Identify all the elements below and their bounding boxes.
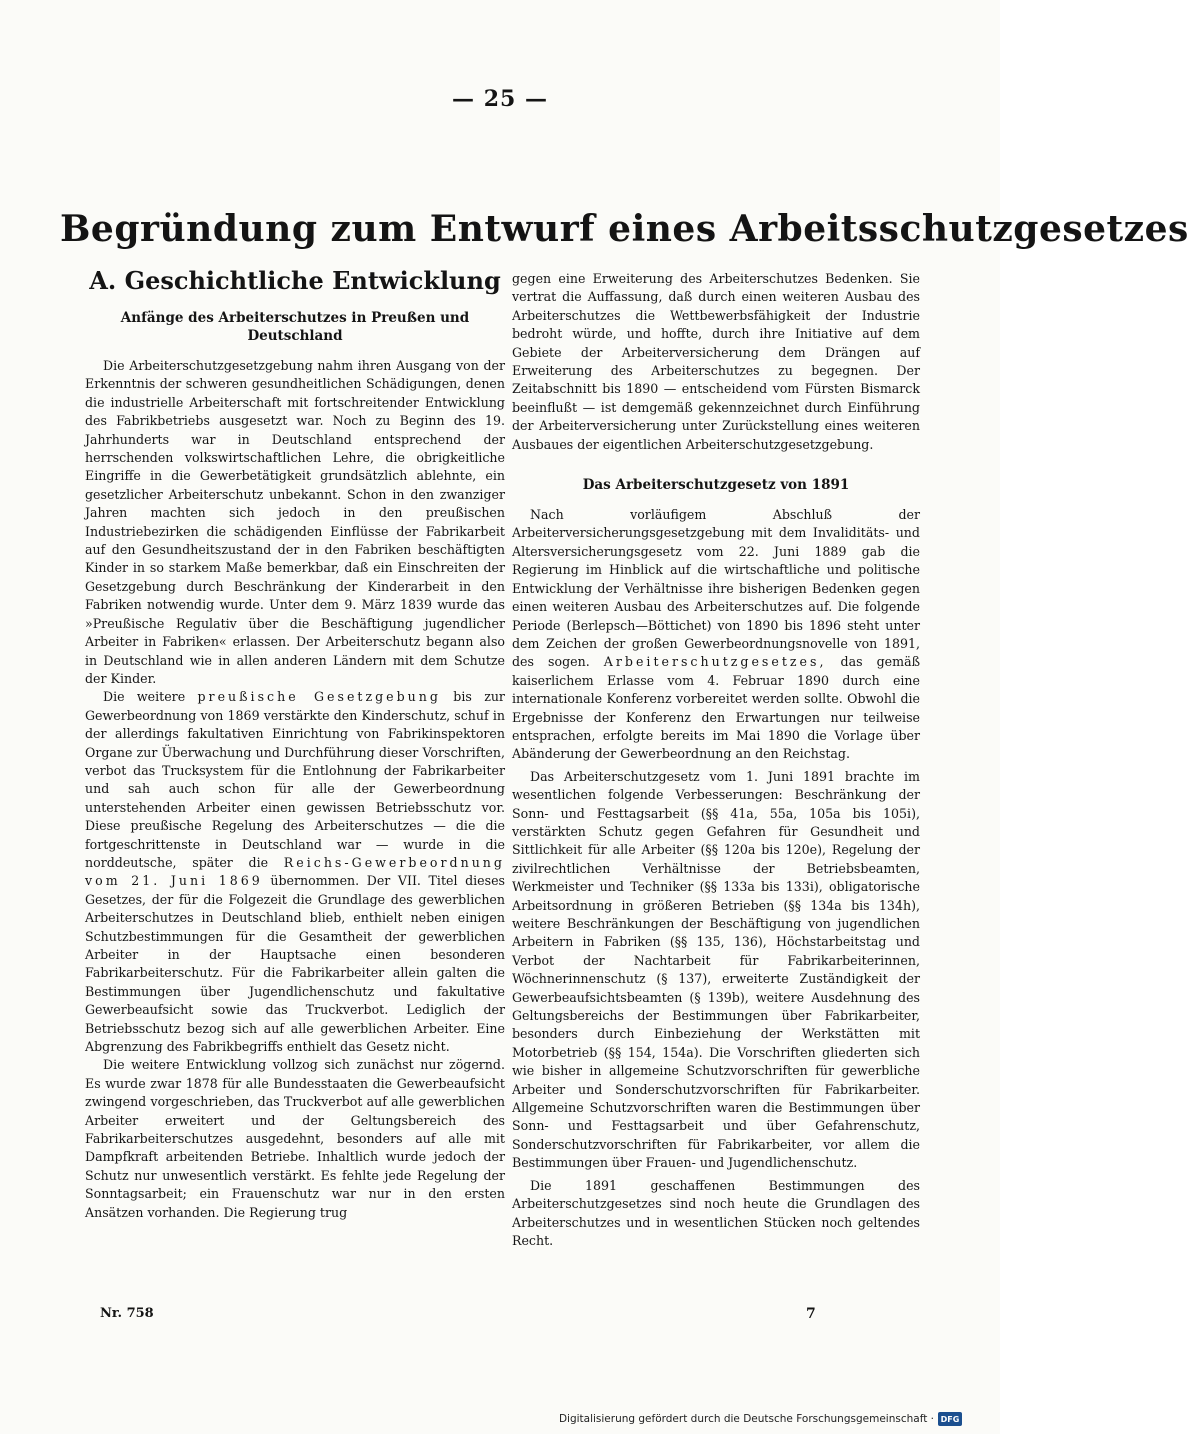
emphasized-text: Reichs-Gewerbeordnung vom 21. Juni 1869	[85, 854, 505, 889]
paragraph-lead: Die weitere	[103, 689, 186, 705]
paragraph: Die weitere Entwicklung vollzog sich zunächst nur zögernd. Es wurde zwar 1878 für alle Bundesstaaten die Gewerbeaufsicht zwingend vorgeschrieben, das Truckverbot auf alle gewerblichen Arbeiter erweitert und der Geltungsbereich des Fabrikarbeiterschutzes ausgedehnt, besonders auf alle mit Dampfkraft arbeitenden Betriebe. Inhaltlich wurde jedoch der Schutz nur unwesentlich verstärkt. Es fehlte jede Regelung der Sonntagsarbeit; ein Frauenschutz war nur in den ersten Ansätzen vorhanden. Die Regierung trug	[85, 1057, 505, 1220]
spacer	[512, 454, 920, 476]
subsection-heading: Das Arbeiterschutzgesetz von 1891	[582, 477, 850, 494]
signature-mark: 7	[806, 1306, 816, 1322]
emphasized-text: preußische Gesetzgebung	[197, 689, 441, 705]
digitization-note-text: Digitalisierung gefördert durch die Deutsche Forschungsgemeinschaft ·	[558, 1413, 934, 1425]
paragraph	[512, 506, 920, 764]
print-number: Nr. 758	[100, 1306, 154, 1321]
right-column	[512, 270, 920, 1250]
paragraph-text: das gemäß kaiserlichem Erlasse vom 4. Februar 1890 durch eine internationale Konferenz vorbereitet werden sollte. Obwohl die Ergebnisse der Konferenz den Erwartungen nur teilweise entsprachen, erfolgte bereits im Mai 1890 die Vorlage über Abänderung der Gewerbeordnung an den Reichstag.	[512, 654, 920, 762]
digitization-note	[559, 1412, 962, 1426]
paragraph-text: zur Gewerbeordnung von 1869 verstärkte den Kinderschutz, schuf in der allerdings fakultativen Einrichtung von Fabrikinspektoren Organe zur Überwachung und Durchführung dieser Vorschriften, verbot das Trucksystem für die Entlohnung der Fabrikarbeiter und sah auch schon für alle der Gewerbeordnung unterstehenden Arbeiter einen gewissen Betriebsschutz vor. Diese preußische Regelung des Arbeiterschutzes — die die fortgeschrittenste in Deutschland war — wurde in die norddeutsche, später die	[85, 689, 505, 870]
paragraph-text: übernommen. Der VII. Titel dieses Gesetzes, der für die Folgezeit die Grundlage des gewerblichen Arbeiterschutzes in Deutschland blieb, enthielt neben einigen Schutzbestimmungen für die Gesamtheit der gewerblichen Arbeiter in der Hauptsache einen besonderen Fabrikarbeiterschutz. Für die Fabrikarbeiter allein galten die Bestimmungen über Jugendlichenschutz und fakultative Gewerbeaufsicht sowie das Truckverbot. Lediglich der Betriebsschutz bezog sich auf alle gewerblichen Arbeiter. Eine Abgrenzung des Fabrikbegriffs enthielt das Gesetz nicht.	[85, 873, 505, 1055]
section-heading: A. Geschichtliche Entwicklung	[89, 266, 501, 295]
paragraph-text: Nach vorläufigem Abschluß der Arbeiterversicherungsgesetzgebung mit dem Invaliditäts- und Altersversicherungsgesetz vom 22. Juni 1889 gab die Regierung im Hinblick auf die wirtschaftliche und politische Entwicklung der Verhältnisse ihre bisherigen Bedenken gegen einen weiteren Ausbau des Arbeiterschutzes auf. Die folgende Periode (Berlepsch—Böttichet) von 1890 bis 1896 steht unter dem Zeichen der großen Gewerbeordnungsnovelle von 1891, des sogen.	[512, 507, 920, 670]
left-column	[85, 266, 505, 1222]
dfg-logo-icon: DFG	[938, 1412, 962, 1426]
paragraph-text: bis	[453, 689, 472, 705]
subsection-heading: Anfänge des Arbeiterschutzes in Preußen und Deutschland	[120, 310, 470, 344]
paragraph: Die 1891 geschaffenen Bestimmungen des Arbeiterschutzgesetzes sind noch heute die Grundlagen des Arbeiterschutzes und in wesentlichen Stücken noch geltendes Recht.	[512, 1177, 920, 1248]
document-title: Begründung zum Entwurf eines Arbeitsschutzgesetzes	[60, 208, 1189, 250]
page-number: — 25 —	[452, 86, 548, 112]
paragraph: gegen eine Erweiterung des Arbeiterschutzes Bedenken. Sie vertrat die Auffassung, daß durch einen weiteren Ausbau des Arbeiterschutzes die Wettbewerbsfähigkeit der Industrie bedroht würde, und hoffte, durch ihre Initiative auf dem Gebiete der Arbeiterversicherung dem Drängen auf Erweiterung des Arbeiterschutzes zu begegnen. Der Zeitabschnitt bis 1890 — entscheidend vom Fürsten Bismarck beeinflußt — ist demgemäß gekennzeichnet durch Einführung der Arbeiterversicherung unter Zurückstellung eines weiteren Ausbaues der eigentlichen Arbeiterschutzgesetzgebung.	[512, 271, 920, 452]
emphasized-text: Arbeiterschutzgesetzes,	[603, 654, 827, 670]
paragraph	[85, 688, 505, 1056]
paragraph: Das Arbeiterschutzgesetz vom 1. Juni 1891 brachte im wesentlichen folgende Verbesserungen: Beschränkung der Sonn- und Festtagsarbeit (§§ 41a, 55a, 105a bis 105i), verstärkten Schutz gegen Gefahren für Gesundheit und Sittlichkeit für alle Arbeiter (§§ 120a bis 120e), Regelung der zivilrechtlichen Verhältnisse der Betriebsbeamten, Werkmeister und Techniker (§§ 133a bis 133i), obligatorische Arbeitsordnung in größeren Betrieben (§§ 134a bis 134h), weitere Beschränkungen der Beschäftigung von jugendlichen Arbeitern in Fabriken (§§ 135, 136), Höchstarbeitstag und Verbot der Nachtarbeit für Fabrikarbeiterinnen, Wöchnerinnenschutz (§ 137), erweiterte Zuständigkeit der Gewerbeaufsichtsbeamten (§ 139b), weitere Ausdehnung des Geltungsbereichs der Bestimmungen über Fabrikarbeiter, besonders durch Einbeziehung der Werkstätten mit Motorbetrieb (§§ 154, 154a). Die Vorschriften gliederten sich wie bisher in allgemeine Schutzvorschriften für gewerbliche Arbeiter und Sonderschutzvorschriften für Fabrikarbeiter. Allgemeine Schutzvorschriften waren die Bestimmungen über Sonn- und Festtagsarbeit und über Gefahrenschutz, Sonderschutzvorschriften für Fabrikarbeiter, vor allem die Bestimmungen über Frauen- und Jugendlichenschutz.	[512, 768, 920, 1171]
paragraph: Die Arbeiterschutzgesetzgebung nahm ihren Ausgang von der Erkenntnis der schweren gesundheitlichen Schädigungen, denen die industrielle Arbeiterschaft mit fortschreitender Entwicklung des Fabrikbetriebs ausgesetzt war. Noch zu Beginn des 19. Jahrhunderts war in Deutschland entsprechend der herrschenden volkswirtschaftlichen Lehre, die obrigkeitliche Eingriffe in die Gewerbetätigkeit grundsätzlich ablehnte, ein gesetzlicher Arbeiterschutz unbekannt. Schon in den zwanziger Jahren machten sich jedoch in den preußischen Industriebezirken die schädigenden Einflüsse der Fabrikarbeit auf den Gesundheitszustand der in den Fabriken beschäftigten Kinder in so starkem Maße bemerkbar, daß ein Einschreiten der Gesetzgebung durch Beschränkung der Kinderarbeit in den Fabriken notwendig wurde. Unter dem 9. März 1839 wurde das »Preußische Regulativ über die Beschäftigung jugendlicher Arbeiter in Fabriken« erlassen. Der Arbeiterschutz begann also in Deutschland wie in allen anderen Ländern mit dem Schutze der Kinder.	[85, 358, 505, 686]
